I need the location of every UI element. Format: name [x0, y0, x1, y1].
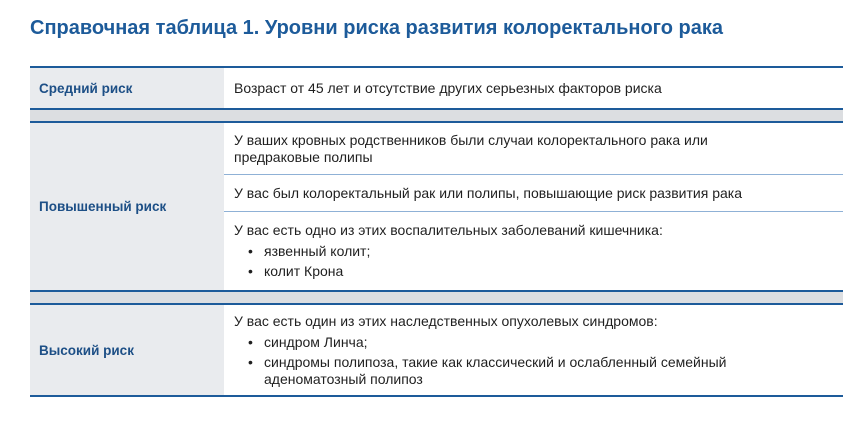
bullet-icon: •: [248, 263, 253, 279]
cell-text-line: предраковые полипы: [234, 148, 373, 165]
list-item-text: язвенный колит;: [264, 243, 371, 259]
table-cell: [224, 174, 843, 211]
row-label-average-risk: Средний риск: [30, 68, 224, 108]
bullet-list: [234, 331, 835, 388]
table-row-high-risk: [30, 305, 843, 395]
list-item: [234, 354, 835, 388]
cell-text: У вас был колоректальный рак или полипы, повышающие риск развития рака: [234, 184, 742, 201]
row-content-average-risk: [224, 68, 843, 108]
cell-text: У вас есть один из этих наследственных опухолевых синдромов:: [234, 312, 658, 329]
bullet-icon: •: [248, 353, 253, 370]
cell-text: У вас есть одно из этих воспалительных заболеваний кишечника:: [234, 222, 663, 238]
list-item-text: аденоматозный полипоз: [264, 370, 423, 387]
table-cell: [224, 68, 843, 108]
bullet-list: [234, 240, 835, 280]
group-separator: [30, 292, 843, 303]
row-label-elevated-risk: Повышенный риск: [30, 123, 224, 290]
list-item-text: синдромы полипоза, такие как классический и ослабленный семейный: [264, 353, 727, 370]
cell-text-line: У ваших кровных родственников были случаи колоректального рака или: [234, 131, 708, 148]
bullet-icon: •: [248, 243, 253, 259]
bullet-icon: •: [248, 333, 253, 350]
row-content-high-risk: [224, 305, 843, 395]
cell-text: Возраст от 45 лет и отсутствие других серьезных факторов риска: [234, 79, 662, 96]
row-label-high-risk: Высокий риск: [30, 305, 224, 395]
group-separator: [30, 110, 843, 121]
table-rule: [30, 395, 843, 397]
risk-table: [30, 66, 843, 397]
row-content-elevated-risk: [224, 123, 843, 290]
list-item: [234, 334, 835, 351]
table-row-elevated-risk: [30, 123, 843, 290]
table-cell: [224, 305, 843, 395]
table-cell: [224, 123, 843, 174]
list-item: [234, 263, 835, 280]
list-item: [234, 243, 835, 260]
list-item-text: колит Крона: [264, 263, 344, 279]
table-cell: [224, 211, 843, 290]
table-row-average-risk: [30, 68, 843, 108]
list-item-text: синдром Линча;: [264, 333, 368, 350]
page-title: Справочная таблица 1. Уровни риска развития колоректального рака: [30, 17, 723, 39]
